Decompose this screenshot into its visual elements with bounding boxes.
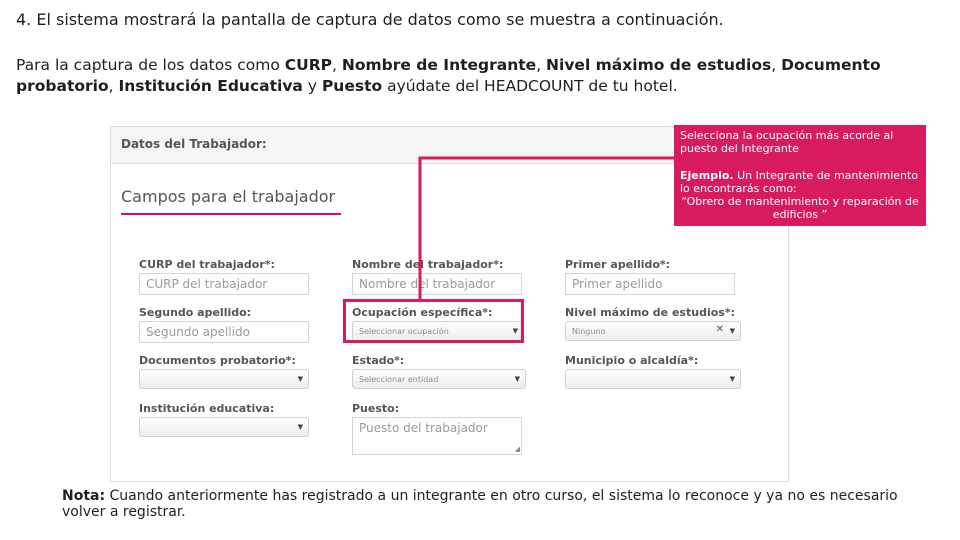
segundo-apellido-input[interactable]: Segundo apellido	[139, 321, 309, 343]
puesto-placeholder: Puesto del trabajador	[359, 421, 488, 435]
institucion-label: Institución educativa:	[139, 402, 275, 415]
caret-down-icon: ▼	[729, 327, 735, 335]
callout-example-quote: “Obrero de mantenimiento y reparación de edificios ”	[681, 195, 919, 221]
documentos-label: Documentos probatorio*:	[139, 354, 296, 367]
callout-connector-line	[420, 158, 674, 299]
puesto-label: Puesto:	[352, 402, 400, 415]
ocupacion-select-value: Seleccionar ocupación	[359, 327, 449, 336]
caret-down-icon: ▼	[514, 375, 520, 383]
nombre-label: Nombre del trabajador*:	[352, 258, 504, 271]
primer-apellido-label: Primer apellido*:	[565, 258, 671, 271]
curp-label: CURP del trabajador*:	[139, 258, 275, 271]
section-title: Campos para el trabajador	[121, 187, 336, 206]
callout-box	[674, 125, 926, 226]
primer-apellido-input[interactable]: Primer apellido	[565, 273, 735, 295]
caret-down-icon: ▼	[729, 375, 735, 383]
caret-down-icon: ▼	[297, 423, 303, 431]
intro-paragraph: Para la captura de los datos como CURP, Nombre de Integrante, Nivel máximo de estudios, Documento probatorio, Institución Educativa y Puesto ayúdate del HEADCOUNT de tu hotel.	[16, 56, 881, 95]
curp-input[interactable]: CURP del trabajador	[139, 273, 309, 295]
segundo-apellido-label: Segundo apellido:	[139, 306, 252, 319]
callout-example: Ejemplo. Un Integrante de mantenimiento lo encontrarás como:	[680, 169, 919, 195]
nivel-estudios-select-value: Ninguno	[572, 327, 606, 336]
municipio-label: Municipio o alcaldía*:	[565, 354, 699, 367]
resize-grip-icon[interactable]: ◢	[514, 445, 520, 453]
nombre-input[interactable]: Nombre del trabajador	[352, 273, 522, 295]
note-paragraph: Nota: Cuando anteriormente has registrado a un integrante en otro curso, el sistema lo reconoce y ya no es necesario volver a registrar.	[62, 488, 898, 520]
nivel-estudios-label: Nivel máximo de estudios*:	[565, 306, 735, 319]
caret-down-icon: ▼	[297, 375, 303, 383]
caret-down-icon: ▼	[512, 327, 518, 335]
estado-select-value: Seleccionar entidad	[359, 375, 439, 384]
callout-line1: Selecciona la ocupación más acorde al puesto del Integrante	[680, 129, 894, 155]
panel-header-title: Datos del Trabajador:	[121, 137, 267, 151]
step-instruction: 4. El sistema mostrará la pantalla de captura de datos como se muestra a continuación.	[16, 10, 724, 29]
estado-label: Estado*:	[352, 354, 405, 367]
ocupacion-label: Ocupación específica*:	[352, 306, 493, 319]
clear-x-icon[interactable]: ✕	[715, 324, 724, 335]
